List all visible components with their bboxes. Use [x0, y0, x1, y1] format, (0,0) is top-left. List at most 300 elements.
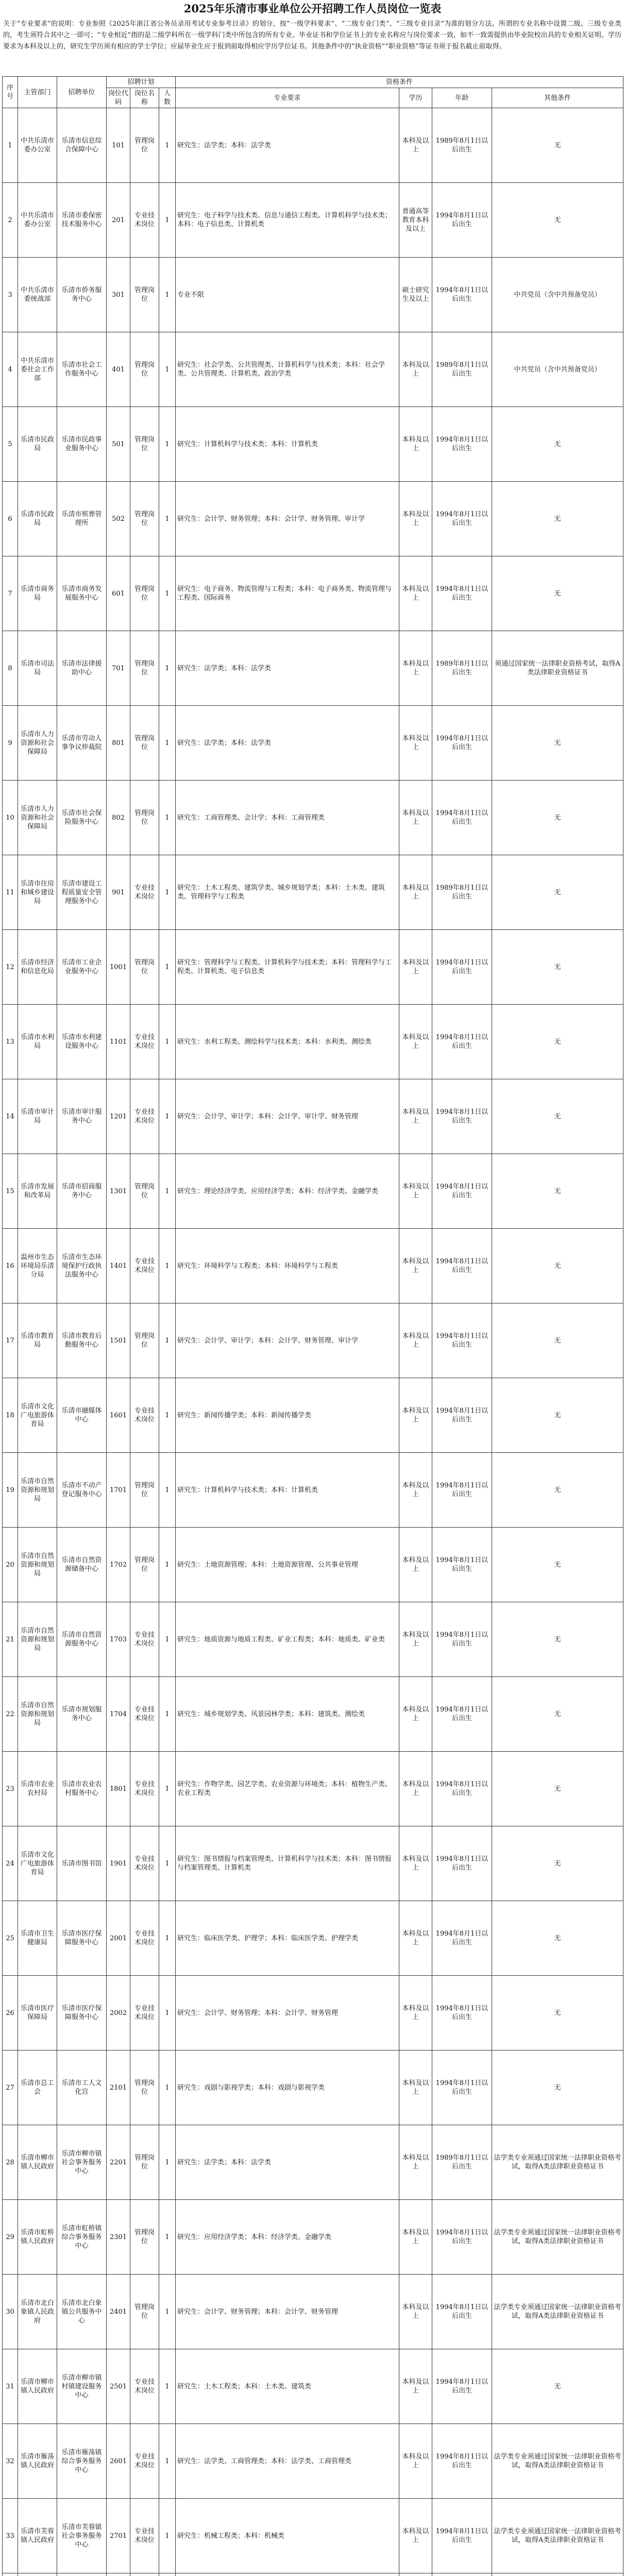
row-no: 25: [3, 1901, 18, 1976]
row-major: 研究生：理论经济学类、应用经济学类；本科：经济学类、金融学类: [176, 1154, 399, 1229]
row-count: 1: [159, 2275, 176, 2349]
row-other: [492, 2573, 623, 2576]
row-code: 701: [107, 631, 130, 706]
row-major: 研究生：地质资源与地质工程类、矿业工程类；本科：地质类、矿业类: [176, 1602, 399, 1677]
row-other: 中共党员（含中共预备党员）: [492, 332, 623, 407]
row-code: 2701: [107, 2499, 130, 2573]
row-post: 管理岗位: [130, 332, 159, 407]
header-code: 岗位代码: [107, 88, 130, 108]
row-count: 1: [159, 482, 176, 556]
row-unit: 乐清市教育后勤服务中心: [57, 1303, 107, 1378]
row-post: 专业技术岗位: [130, 1005, 159, 1079]
table-row: [3, 1602, 623, 1677]
row-age: 1989年8月1日以后出生: [432, 631, 492, 706]
table-row: [3, 1901, 623, 1976]
row-edu: 本科及以上: [399, 1229, 432, 1303]
row-post: 专业技术岗位: [130, 2424, 159, 2499]
table-row: [3, 631, 623, 706]
row-major: 研究生：法学类；本科：法学类: [176, 706, 399, 781]
row-count: [159, 2573, 176, 2576]
row-major: 研究生：图书情报与档案管理类、计算机科学与技术类；本科：图书情报与档案管理类、计算机类: [176, 1826, 399, 1901]
row-code: 1701: [107, 1453, 130, 1528]
row-code: 1601: [107, 1378, 130, 1453]
table-row: [3, 781, 623, 855]
row-dept: 乐清市北白象镇人民政府: [18, 2275, 57, 2349]
row-dept: 乐清市医疗保障局: [18, 1976, 57, 2050]
row-dept: 乐清市发展和改革局: [18, 1154, 57, 1229]
row-unit: 乐清市柳市镇村镇建设服务中心: [57, 2349, 107, 2424]
row-post: 管理岗位: [130, 1154, 159, 1229]
row-count: 1: [159, 1976, 176, 2050]
row-post: 专业技术岗位: [130, 1079, 159, 1154]
row-code: 2101: [107, 2050, 130, 2125]
row-major: 研究生：法学类、工商管理类；本科：法学类、工商管理类: [176, 2424, 399, 2499]
row-unit: 乐清市自然资源服务中心: [57, 1602, 107, 1677]
row-post: 管理岗位: [130, 1453, 159, 1528]
row-post: 专业技术岗位: [130, 2499, 159, 2573]
row-count: 1: [159, 1677, 176, 1752]
row-dept: 乐清市经济和信息化局: [18, 930, 57, 1005]
row-no: 18: [3, 1378, 18, 1453]
row-age: 1989年8月1日以后出生: [432, 855, 492, 930]
row-code: 802: [107, 781, 130, 855]
row-other: 无: [492, 781, 623, 855]
row-count: 1: [159, 1602, 176, 1677]
row-dept: 乐清市柳市镇人民政府: [18, 2349, 57, 2424]
row-edu: 本科及以上: [399, 2050, 432, 2125]
row-no: 3: [3, 258, 18, 332]
row-dept: 中共乐清市委办公室: [18, 183, 57, 258]
row-count: 1: [159, 407, 176, 482]
row-edu: 本科及以上: [399, 706, 432, 781]
row-code: 1703: [107, 1602, 130, 1677]
row-unit: 乐清市社会工作服务中心: [57, 332, 107, 407]
row-no: 7: [3, 556, 18, 631]
row-unit: 乐清市医疗保障服务中心: [57, 1901, 107, 1976]
row-code: 1801: [107, 1752, 130, 1826]
row-major: 研究生：新闻传播学类；本科：新闻传播学类: [176, 1378, 399, 1453]
row-edu: 本科及以上: [399, 1976, 432, 2050]
row-count: 1: [159, 706, 176, 781]
row-post: 专业技术岗位: [130, 1752, 159, 1826]
row-dept: 乐清市农业农村局: [18, 1752, 57, 1826]
table-row: [3, 2275, 623, 2349]
row-no: 10: [3, 781, 18, 855]
row-unit: 乐清市医疗保障服务中心: [57, 1976, 107, 2050]
table-row: [3, 2573, 623, 2576]
row-other: 法学类专业须通过国家统一法律职业资格考试，取得A类法律职业资格证书: [492, 2499, 623, 2573]
row-code: 1901: [107, 1826, 130, 1901]
row-major: 研究生：电子科学与技术类、信息与通信工程类、计算机科学与技术类；本科：电子信息类、计算机类: [176, 183, 399, 258]
row-edu: 本科及以上: [399, 930, 432, 1005]
row-count: 1: [159, 2349, 176, 2424]
row-no: 2: [3, 183, 18, 258]
row-unit: 乐清市雁荡镇综合事务服务中心: [57, 2424, 107, 2499]
row-code: 502: [107, 482, 130, 556]
row-post: 管理岗位: [130, 407, 159, 482]
row-major: 研究生：社会学类、公共管理类、计算机科学与技术类；本科：社会学类、公共管理类、计算机类、政治学类: [176, 332, 399, 407]
row-count: 1: [159, 1005, 176, 1079]
positions-table: [2, 76, 623, 2576]
row-age: 1994年8月1日以后出生: [432, 1976, 492, 2050]
row-no: 1: [3, 108, 18, 183]
row-post: 管理岗位: [130, 2125, 159, 2200]
row-major: 研究生：法学类；本科：法学类: [176, 631, 399, 706]
row-age: 1994年8月1日以后出生: [432, 482, 492, 556]
row-major: 研究生：法学类；本科：法学类: [176, 108, 399, 183]
row-dept: 中共乐清市委办公室: [18, 108, 57, 183]
row-other: 无: [492, 1005, 623, 1079]
row-major: 研究生：会计学、审计学；本科：会计学、审计学、财务管理: [176, 1079, 399, 1154]
row-dept: 乐清市卫生健康局: [18, 1901, 57, 1976]
row-count: 1: [159, 930, 176, 1005]
row-major: 专业不限: [176, 258, 399, 332]
row-no: 27: [3, 2050, 18, 2125]
row-dept: 乐清市柳市镇人民政府: [18, 2125, 57, 2200]
row-dept: 乐清市人力资源和社会保障局: [18, 706, 57, 781]
row-major: 研究生：电子商务、物流管理与工程类；本科：电子商务类、物流管理与工程类、国际商务: [176, 556, 399, 631]
row-no: 11: [3, 855, 18, 930]
row-dept: [18, 2573, 57, 2576]
header-no: 序号: [3, 77, 18, 108]
table-row: [3, 930, 623, 1005]
row-unit: 乐清市商务发展服务中心: [57, 556, 107, 631]
row-count: 1: [159, 1752, 176, 1826]
row-count: 1: [159, 2499, 176, 2573]
row-no: 5: [3, 407, 18, 482]
row-code: 1704: [107, 1677, 130, 1752]
intro-note: 关于“专业要求”的说明：专业参照《2025年浙江省公务员录用考试专业参考目录》的划分，按“一级学科要求”、“二级专业门类”、“三级专业目录”为准的划分方法。所谓的专业名称中设置二级、三级专业类的，考生须符合其中之一即可；“专业相近”指的是二级学科所在一级学科门类中所包含的所有专业。毕业证书和学位证书上的专业名称应与岗位要求一致，如不一致需提供由毕业院校出具的专业相关证明。学历要求为本科及以上的，研究生学历须有相应的学士学位；应届毕业生应于报到前取得相应学历学位证书。其他条件中的“执业资格”“职业资格”等证书须于报名截止前取得。: [3, 20, 621, 50]
row-other: 无: [492, 2349, 623, 2424]
row-unit: 乐清市水利建设服务中心: [57, 1005, 107, 1079]
table-row: [3, 706, 623, 781]
row-major: 研究生：计算机科学与技术类；本科：计算机类: [176, 407, 399, 482]
row-no: 21: [3, 1602, 18, 1677]
header-count: 人数: [159, 88, 176, 108]
row-post: [130, 2573, 159, 2576]
table-row: [3, 108, 623, 183]
row-count: 1: [159, 2424, 176, 2499]
table-row: [3, 2499, 623, 2573]
row-age: 1994年8月1日以后出生: [432, 1154, 492, 1229]
row-dept: 乐清市虹桥镇人民政府: [18, 2200, 57, 2275]
row-age: 1994年8月1日以后出生: [432, 258, 492, 332]
row-dept: 乐清市民政局: [18, 407, 57, 482]
row-dept: 中共乐清市委社会工作部: [18, 332, 57, 407]
row-major: 研究生：城乡规划学类、风景园林学类；本科：建筑类、测绘类: [176, 1677, 399, 1752]
row-edu: 本科及以上: [399, 2499, 432, 2573]
row-post: 专业技术岗位: [130, 1901, 159, 1976]
row-unit: 乐清市委保密技术服务中心: [57, 183, 107, 258]
row-age: 1994年8月1日以后出生: [432, 1528, 492, 1602]
row-unit: 乐清市信息综合保障中心: [57, 108, 107, 183]
row-count: 1: [159, 556, 176, 631]
row-no: 23: [3, 1752, 18, 1826]
row-other: 无: [492, 482, 623, 556]
row-code: 901: [107, 855, 130, 930]
row-edu: 本科及以上: [399, 631, 432, 706]
row-no: 24: [3, 1826, 18, 1901]
row-edu: 本科及以上: [399, 1079, 432, 1154]
row-post: 专业技术岗位: [130, 1602, 159, 1677]
row-post: 专业技术岗位: [130, 855, 159, 930]
row-unit: 乐清市法律援助中心: [57, 631, 107, 706]
row-major: 研究生：工商管理类、会计学；本科：工商管理类: [176, 781, 399, 855]
row-other: 无: [492, 108, 623, 183]
row-age: 1994年8月1日以后出生: [432, 706, 492, 781]
table-row: [3, 1752, 623, 1826]
row-code: 601: [107, 556, 130, 631]
row-post: 管理岗位: [130, 1303, 159, 1378]
row-count: 1: [159, 781, 176, 855]
row-unit: 乐清市融媒体中心: [57, 1378, 107, 1453]
table-row: [3, 556, 623, 631]
table-row: [3, 482, 623, 556]
row-age: 1994年8月1日以后出生: [432, 1229, 492, 1303]
row-no: 14: [3, 1079, 18, 1154]
table-body: [3, 108, 623, 2576]
row-post: 管理岗位: [130, 930, 159, 1005]
row-unit: 乐清市招商服务中心: [57, 1154, 107, 1229]
row-post: 管理岗位: [130, 2200, 159, 2275]
row-edu: 本科及以上: [399, 1154, 432, 1229]
row-other: 无: [492, 1154, 623, 1229]
row-no: [3, 2573, 18, 2576]
row-unit: 乐清市建设工程质量安全管理服务中心: [57, 855, 107, 930]
row-count: 1: [159, 1528, 176, 1602]
row-major: 研究生：临床医学类、护理学；本科：临床医学类、护理学类: [176, 1901, 399, 1976]
row-age: 1994年8月1日以后出生: [432, 2349, 492, 2424]
row-code: 2002: [107, 1976, 130, 2050]
row-post: 专业技术岗位: [130, 1677, 159, 1752]
row-dept: 乐清市水利局: [18, 1005, 57, 1079]
row-edu: 本科及以上: [399, 1378, 432, 1453]
table-row: [3, 2424, 623, 2499]
row-unit: 乐清市规划服务中心: [57, 1677, 107, 1752]
table-row: [3, 258, 623, 332]
row-dept: 乐清市民政局: [18, 482, 57, 556]
row-post: 管理岗位: [130, 108, 159, 183]
row-dept: 温州市生态环境局乐清分局: [18, 1229, 57, 1303]
row-other: 无: [492, 706, 623, 781]
row-age: [432, 2573, 492, 2576]
row-edu: 本科及以上: [399, 2424, 432, 2499]
row-edu: 本科及以上: [399, 2275, 432, 2349]
row-dept: 乐清市司法局: [18, 631, 57, 706]
row-age: 1994年8月1日以后出生: [432, 1303, 492, 1378]
row-code: 1001: [107, 930, 130, 1005]
row-unit: 乐清市虹桥镇综合事务服务中心: [57, 2200, 107, 2275]
row-edu: 本科及以上: [399, 407, 432, 482]
row-post: 专业技术岗位: [130, 1826, 159, 1901]
row-unit: [57, 2573, 107, 2576]
row-other: 无: [492, 1826, 623, 1901]
row-code: 501: [107, 407, 130, 482]
table-row: [3, 1079, 623, 1154]
row-code: 2401: [107, 2275, 130, 2349]
row-code: 2501: [107, 2349, 130, 2424]
row-dept: 乐清市总工会: [18, 2050, 57, 2125]
row-count: 1: [159, 2200, 176, 2275]
row-edu: 本科及以上: [399, 1005, 432, 1079]
row-major: 研究生：水利工程类、测绘科学与技术类；本科：水利类、测绘类: [176, 1005, 399, 1079]
row-dept: 乐清市自然资源和规划局: [18, 1528, 57, 1602]
row-no: 8: [3, 631, 18, 706]
table-row: [3, 407, 623, 482]
row-edu: 硕士研究生及以上: [399, 258, 432, 332]
row-other: 无: [492, 183, 623, 258]
row-post: 管理岗位: [130, 706, 159, 781]
row-post: 管理岗位: [130, 631, 159, 706]
row-other: 法学类专业须通过国家统一法律职业资格考试，取得A类法律职业资格证书: [492, 2275, 623, 2349]
row-edu: 本科及以上: [399, 108, 432, 183]
row-age: 1994年8月1日以后出生: [432, 930, 492, 1005]
row-edu: 本科及以上: [399, 2200, 432, 2275]
row-edu: 本科及以上: [399, 482, 432, 556]
row-post: 管理岗位: [130, 1528, 159, 1602]
table-row: [3, 1528, 623, 1602]
row-other: 无: [492, 1079, 623, 1154]
row-other: 法学类专业须通过国家统一法律职业资格考试，取得A类法律职业资格证书: [492, 2424, 623, 2499]
row-dept: 乐清市人力资源和社会保障局: [18, 781, 57, 855]
row-major: 研究生：戏剧与影视学类；本科：戏剧与影视学类: [176, 2050, 399, 2125]
table-row: [3, 2125, 623, 2200]
row-dept: 中共乐清市委统战部: [18, 258, 57, 332]
table-row: [3, 1154, 623, 1229]
row-dept: 乐清市自然资源和规划局: [18, 1453, 57, 1528]
row-major: 研究生：会计学、财务管理；本科：会计学、财务管理: [176, 1976, 399, 2050]
row-age: 1994年8月1日以后出生: [432, 1677, 492, 1752]
row-count: 1: [159, 631, 176, 706]
row-edu: 本科及以上: [399, 332, 432, 407]
row-age: 1994年8月1日以后出生: [432, 1005, 492, 1079]
table-row: [3, 1976, 623, 2050]
row-code: 1101: [107, 1005, 130, 1079]
row-age: 1989年8月1日以后出生: [432, 108, 492, 183]
row-major: 研究生：土地资源管理；本科：土地资源管理、公共事业管理: [176, 1528, 399, 1602]
row-no: 33: [3, 2499, 18, 2573]
row-code: 201: [107, 183, 130, 258]
row-count: 1: [159, 2050, 176, 2125]
row-age: 1994年8月1日以后出生: [432, 407, 492, 482]
row-code: 1702: [107, 1528, 130, 1602]
row-dept: 乐清市芙蓉镇人民政府: [18, 2499, 57, 2573]
row-unit: 乐清市民政事业服务中心: [57, 407, 107, 482]
row-code: 2201: [107, 2125, 130, 2200]
row-unit: 乐清市图书馆: [57, 1826, 107, 1901]
row-no: 32: [3, 2424, 18, 2499]
row-major: [176, 2573, 399, 2576]
row-code: 301: [107, 258, 130, 332]
row-code: 1401: [107, 1229, 130, 1303]
table-row: [3, 1826, 623, 1901]
row-other: 中共党员（含中共预备党员）: [492, 258, 623, 332]
row-count: 1: [159, 258, 176, 332]
row-count: 1: [159, 1378, 176, 1453]
row-major: 研究生：机械工程类；本科：机械类: [176, 2499, 399, 2573]
row-other: 无: [492, 855, 623, 930]
row-dept: 乐清市自然资源和规划局: [18, 1677, 57, 1752]
row-no: 13: [3, 1005, 18, 1079]
row-age: 1994年8月1日以后出生: [432, 1752, 492, 1826]
row-no: 9: [3, 706, 18, 781]
row-unit: 乐清市农业农村服务中心: [57, 1752, 107, 1826]
row-post: 管理岗位: [130, 258, 159, 332]
header-post: 岗位名称: [130, 88, 159, 108]
row-edu: 本科及以上: [399, 1677, 432, 1752]
row-edu: 本科及以上: [399, 2349, 432, 2424]
row-edu: 本科及以上: [399, 2125, 432, 2200]
row-count: 1: [159, 1901, 176, 1976]
row-dept: 乐清市审计局: [18, 1079, 57, 1154]
row-post: 管理岗位: [130, 781, 159, 855]
row-major: 研究生：法学类；本科：法学类: [176, 2125, 399, 2200]
table-row: [3, 183, 623, 258]
row-code: 1201: [107, 1079, 130, 1154]
row-dept: 乐清市商务局: [18, 556, 57, 631]
table-row: [3, 1229, 623, 1303]
table-row: [3, 2050, 623, 2125]
row-post: 管理岗位: [130, 2275, 159, 2349]
row-post: 管理岗位: [130, 556, 159, 631]
row-other: 无: [492, 1378, 623, 1453]
row-edu: 本科及以上: [399, 1752, 432, 1826]
row-edu: 本科及以上: [399, 781, 432, 855]
table-row: [3, 2349, 623, 2424]
row-edu: 本科及以上: [399, 1303, 432, 1378]
row-unit: 乐清市工人文化宫: [57, 2050, 107, 2125]
row-post: 管理岗位: [130, 482, 159, 556]
row-post: 专业技术岗位: [130, 183, 159, 258]
document-title: 2025年乐清市事业单位公开招聘工作人员岗位一览表: [183, 2, 442, 15]
row-count: 1: [159, 1453, 176, 1528]
row-no: 28: [3, 2125, 18, 2200]
row-other: 无: [492, 1229, 623, 1303]
row-unit: 乐清市侨务服务中心: [57, 258, 107, 332]
row-count: 1: [159, 108, 176, 183]
header-cond: 资格条件: [176, 77, 623, 88]
row-dept: 乐清市文化广电旅游体育局: [18, 1826, 57, 1901]
row-edu: 本科及以上: [399, 855, 432, 930]
row-no: 6: [3, 482, 18, 556]
row-age: 1994年8月1日以后出生: [432, 1079, 492, 1154]
header-major: 专业要求: [176, 88, 399, 108]
row-post: 专业技术岗位: [130, 1378, 159, 1453]
table-row: [3, 1303, 623, 1378]
table-row: [3, 1677, 623, 1752]
header-unit: 招聘单位: [57, 77, 107, 108]
row-age: 1994年8月1日以后出生: [432, 2200, 492, 2275]
row-other: 无: [492, 1453, 623, 1528]
header-other: 其他条件: [492, 88, 623, 108]
row-edu: 本科及以上: [399, 1826, 432, 1901]
row-edu: 本科及以上: [399, 1602, 432, 1677]
row-age: 1994年8月1日以后出生: [432, 1901, 492, 1976]
table-row: [3, 332, 623, 407]
table-row: [3, 1378, 623, 1453]
row-age: 1994年8月1日以后出生: [432, 1378, 492, 1453]
row-age: 1994年8月1日以后出生: [432, 183, 492, 258]
row-major: 研究生：环境科学与工程类；本科：环境科学与工程类: [176, 1229, 399, 1303]
row-count: 1: [159, 1079, 176, 1154]
row-dept: 乐清市雁荡镇人民政府: [18, 2424, 57, 2499]
row-edu: 本科及以上: [399, 556, 432, 631]
row-edu: 本科及以上: [399, 1901, 432, 1976]
row-count: 1: [159, 2125, 176, 2200]
row-other: 无: [492, 1602, 623, 1677]
row-post: 专业技术岗位: [130, 2349, 159, 2424]
row-code: 2001: [107, 1901, 130, 1976]
